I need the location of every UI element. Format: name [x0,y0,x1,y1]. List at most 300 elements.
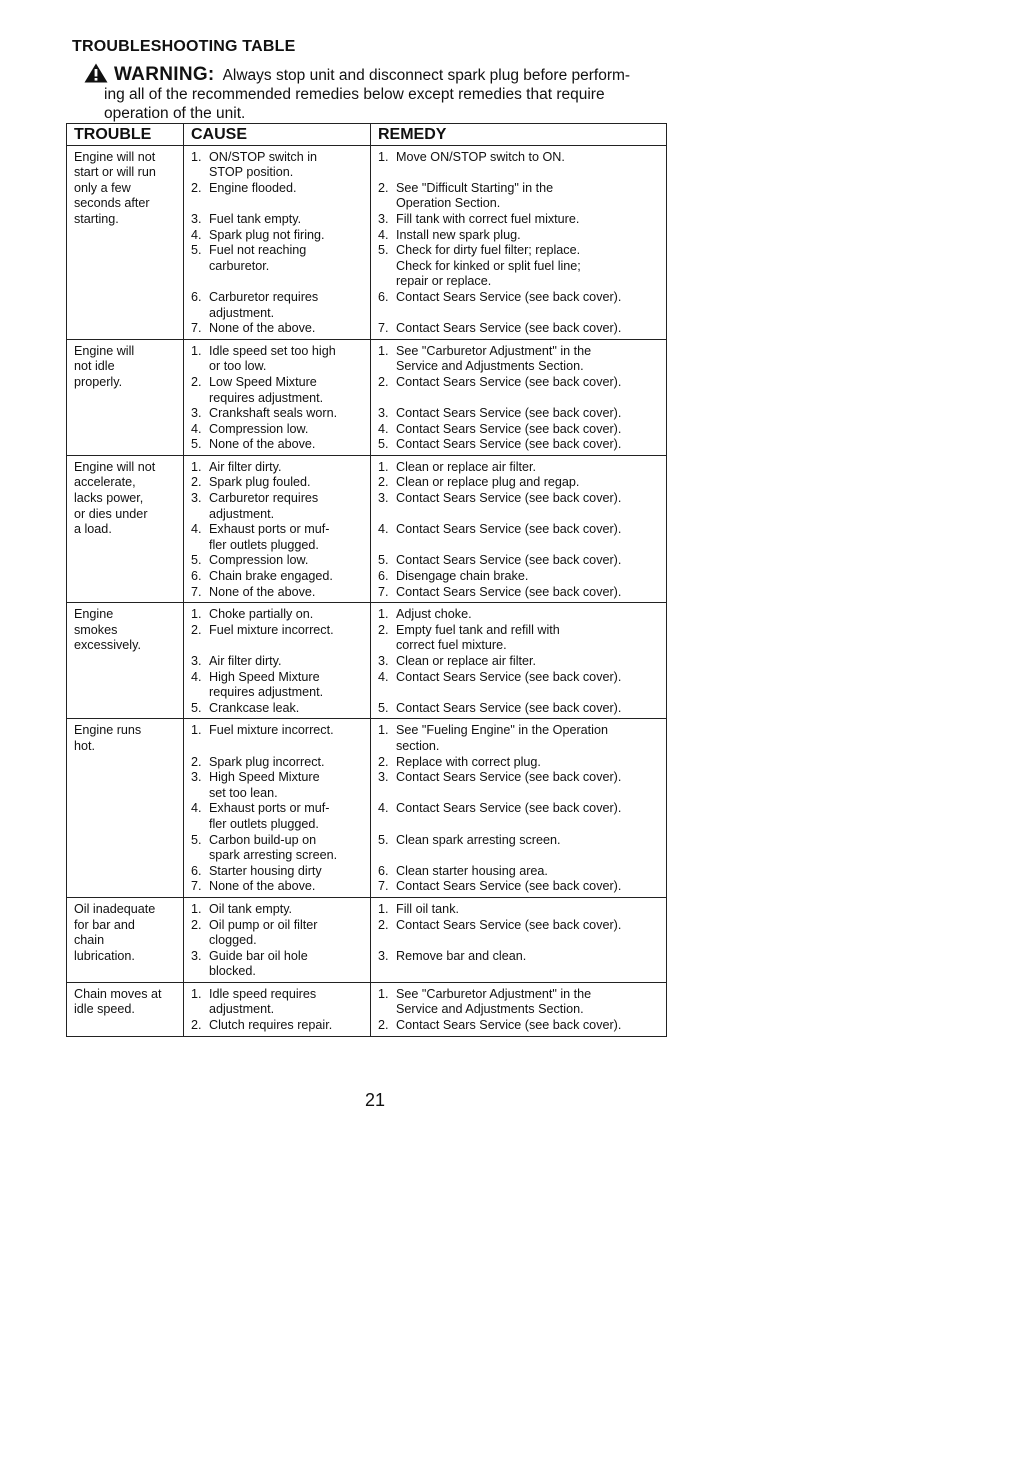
trouble-line: accelerate, [74,475,136,490]
remedy-item-number: 5. [378,700,389,715]
remedy-item-number: 1. [378,723,389,738]
cause-line: Exhaust ports or muf- [209,522,330,537]
remedy-item-number: 4. [378,227,389,242]
remedy-item [378,654,659,670]
cause-item-number: 2. [191,622,202,637]
cause-item-number: 2. [191,1018,202,1033]
cause-item-text [209,918,363,949]
remedy-item [378,723,659,754]
cause-line: or too low. [209,359,267,374]
trouble-line: Engine [74,607,114,622]
cause-item-text [209,437,363,453]
table-row [67,982,667,1036]
trouble-line: for bar and [74,917,135,932]
trouble-line: Chain moves at [74,986,162,1001]
remedy-item-text [396,585,659,601]
remedy-item [378,475,659,491]
remedy-line: Contact Sears Service (see back cover). [396,406,622,421]
cause-line: requires adjustment. [209,390,324,405]
trouble-line: idle speed. [74,1002,135,1017]
cause-item [191,654,363,670]
line-spacer [396,538,659,554]
trouble-line: starting. [74,211,119,226]
line-spacer [396,933,659,949]
remedy-item-number: 5. [378,553,389,568]
remedy-item-number: 2. [378,1018,389,1033]
remedy-item-number: 1. [378,343,389,358]
table-row [67,897,667,982]
cause-item-number: 5. [191,553,202,568]
remedy-line: Contact Sears Service (see back cover). [396,374,622,389]
remedy-item [378,150,659,181]
remedy-line: Clean starter housing area. [396,863,548,878]
trouble-cell [67,982,184,1036]
remedy-line: Contact Sears Service (see back cover). [396,1018,622,1033]
cause-item [191,607,363,623]
cause-item-number: 3. [191,770,202,785]
remedy-item [378,585,659,601]
remedy-line: See "Difficult Starting" in the [396,180,554,195]
cause-item-number: 4. [191,522,202,537]
cause-line: Exhaust ports or muf- [209,801,330,816]
remedy-item [378,522,659,553]
trouble-line: smokes [74,622,118,637]
line-spacer [209,638,363,654]
cause-line: spark arresting screen. [209,848,338,863]
remedy-item [378,569,659,585]
remedy-item-text [396,475,659,491]
trouble-line: not idle [74,359,115,374]
cause-item-text [209,801,363,832]
cause-item-text [209,987,363,1018]
remedy-item-number: 7. [378,321,389,336]
remedy-line: Contact Sears Service (see back cover). [396,770,622,785]
remedy-item-text [396,949,659,980]
remedy-item [378,437,659,453]
remedy-item [378,375,659,406]
cause-line: Chain brake engaged. [209,569,333,584]
remedy-item [378,243,659,290]
trouble-cell [67,603,184,719]
cause-item [191,1018,363,1034]
cause-item-number: 7. [191,321,202,336]
cause-line: Air filter dirty. [209,459,282,474]
remedy-line: Contact Sears Service (see back cover). [396,421,622,436]
cause-item [191,918,363,949]
cause-line: ON/STOP switch in [209,149,318,164]
remedy-line: Contact Sears Service (see back cover). [396,321,622,336]
cause-item-text [209,623,363,654]
cause-item [191,475,363,491]
cause-item [191,437,363,453]
cause-item-text [209,290,363,321]
line-spacer [396,306,659,322]
remedy-line: section. [396,738,440,753]
cause-item-text [209,585,363,601]
trouble-cell [67,897,184,982]
page-number: 21 [364,1090,386,1110]
remedy-item-text [396,321,659,337]
cause-item-number: 2. [191,475,202,490]
trouble-line: only a few [74,180,131,195]
remedy-item-text [396,212,659,228]
remedy-item [378,212,659,228]
remedy-item-text [396,902,659,918]
trouble-line: a load. [74,522,112,537]
remedy-item [378,553,659,569]
remedy-cell [371,897,667,982]
cause-line: None of the above. [209,584,316,599]
cause-line: Carburetor requires [209,289,319,304]
warning-block [84,60,664,123]
cause-item [191,801,363,832]
cause-cell [184,897,371,982]
cause-item-text [209,375,363,406]
cause-item [191,522,363,553]
header-trouble: TROUBLE [67,124,184,146]
cause-item-number: 2. [191,180,202,195]
remedy-item-text [396,422,659,438]
remedy-line: Move ON/STOP switch to ON. [396,149,565,164]
cause-item [191,670,363,701]
cause-item-text [209,607,363,623]
cause-line: Air filter dirty. [209,654,282,668]
cause-item-text [209,321,363,337]
cause-item [191,321,363,337]
cause-item-number: 4. [191,669,202,684]
cause-item-number: 3. [191,491,202,506]
cause-item [191,212,363,228]
remedy-item-text [396,437,659,453]
cause-item-text [209,491,363,522]
cause-item-number: 2. [191,917,202,932]
remedy-item-text [396,491,659,522]
remedy-cell [371,603,667,719]
remedy-item-number: 2. [378,622,389,637]
cause-item-number: 1. [191,986,202,1001]
line-spacer [396,685,659,701]
remedy-item-number: 3. [378,406,389,421]
remedy-line: Contact Sears Service (see back cover). [396,553,622,568]
remedy-item-number: 2. [378,374,389,389]
remedy-cell [371,455,667,602]
remedy-item-number: 1. [378,986,389,1001]
cause-line: Oil pump or oil filter [209,917,318,932]
remedy-item-number: 7. [378,584,389,599]
remedy-line: Check for dirty fuel filter; replace. [396,243,581,258]
cause-line: Low Speed Mixture [209,374,317,389]
cause-item-text [209,949,363,980]
remedy-item-text [396,623,659,654]
remedy-item-number: 2. [378,475,389,490]
cause-item-number: 5. [191,437,202,452]
remedy-line: Disengage chain brake. [396,569,529,584]
remedy-item-number: 2. [378,754,389,769]
remedy-item-number: 2. [378,180,389,195]
cause-item-text [209,701,363,717]
trouble-line: lacks power, [74,491,144,506]
remedy-item-number: 3. [378,948,389,963]
cause-item-number: 5. [191,700,202,715]
cause-item-text [209,460,363,476]
remedy-item [378,755,659,771]
remedy-item-number: 3. [378,654,389,668]
cause-line: Fuel not reaching [209,243,307,258]
warning-first-line [84,60,664,85]
cause-item-number: 1. [191,901,202,916]
table-row [67,455,667,602]
remedy-line: Remove bar and clean. [396,948,527,963]
trouble-line: Engine will [74,343,135,358]
cause-cell [184,603,371,719]
line-spacer [396,507,659,523]
cause-line: Spark plug not firing. [209,227,325,242]
remedy-item-text [396,654,659,670]
remedy-item [378,607,659,623]
cause-item-number: 3. [191,654,202,668]
cause-line: Idle speed set too high [209,343,336,358]
remedy-item [378,460,659,476]
remedy-item [378,422,659,438]
cause-item [191,422,363,438]
cause-item [191,375,363,406]
cause-item-number: 2. [191,754,202,769]
cause-item [191,701,363,717]
remedy-item-number: 4. [378,801,389,816]
warning-label: WARNING: [114,64,215,85]
cause-item-number: 2. [191,374,202,389]
warning-triangle-icon [84,63,108,83]
trouble-cell [67,719,184,898]
cause-item-text [209,902,363,918]
remedy-line: Install new spark plug. [396,227,521,242]
remedy-item-text [396,879,659,895]
cause-item-text [209,228,363,244]
trouble-line: or dies under [74,506,148,521]
cause-line: blocked. [209,964,256,979]
remedy-item-text [396,770,659,801]
cause-item-number: 1. [191,149,202,164]
cause-item-number: 6. [191,569,202,584]
trouble-line: chain [74,933,105,948]
cause-item-text [209,569,363,585]
remedy-item-text [396,918,659,949]
trouble-line: hot. [74,738,96,753]
remedy-item-number: 3. [378,211,389,226]
remedy-item-text [396,723,659,754]
trouble-line: Engine will not [74,149,156,164]
cause-line: Clutch requires repair. [209,1018,333,1033]
remedy-item [378,491,659,522]
header-cause: CAUSE [184,124,371,146]
remedy-line: Contact Sears Service (see back cover). [396,437,622,452]
remedy-line: Contact Sears Service (see back cover). [396,879,622,894]
cause-line: Fuel mixture incorrect. [209,723,334,738]
remedy-item-number: 5. [378,832,389,847]
remedy-item [378,987,659,1018]
remedy-cell [371,982,667,1036]
cause-item-text [209,150,363,181]
remedy-line: See "Carburetor Adjustment" in the [396,343,592,358]
remedy-line: Contact Sears Service (see back cover). [396,491,622,506]
cause-item [191,987,363,1018]
remedy-line: Replace with correct plug. [396,754,541,769]
cause-item-number: 1. [191,343,202,358]
remedy-item [378,321,659,337]
remedy-item [378,801,659,832]
cause-item-text [209,879,363,895]
remedy-item-number: 1. [378,149,389,164]
cause-item [191,585,363,601]
warning-text-line-3: operation of the unit. [104,105,246,122]
cause-line: Spark plug fouled. [209,475,311,490]
cause-item [191,770,363,801]
remedy-line: See "Fueling Engine" in the Operation [396,723,608,738]
cause-item-number: 3. [191,406,202,421]
remedy-item [378,770,659,801]
remedy-line: Contact Sears Service (see back cover). [396,289,622,304]
cause-line: fler outlets plugged. [209,537,319,552]
cause-item-text [209,522,363,553]
header-remedy: REMEDY [371,124,667,146]
trouble-cell [67,455,184,602]
cause-item-text [209,475,363,491]
cause-line: High Speed Mixture [209,669,320,684]
cause-item-number: 1. [191,459,202,474]
cause-item-text [209,243,363,290]
cause-line: Carbon build-up on [209,832,317,847]
cause-item [191,460,363,476]
page-title: TROUBLESHOOTING TABLE [72,38,296,55]
cause-line: set too lean. [209,785,278,800]
line-spacer [396,817,659,833]
remedy-item [378,949,659,980]
trouble-line: Engine will not [74,459,156,474]
cause-item-text [209,670,363,701]
cause-item [191,949,363,980]
cause-item-number: 7. [191,584,202,599]
remedy-line: Clean or replace air filter. [396,459,536,474]
cause-item [191,181,363,212]
remedy-cell [371,339,667,455]
remedy-line: Contact Sears Service (see back cover). [396,522,622,537]
cause-line: adjustment. [209,506,275,521]
remedy-item-number: 5. [378,437,389,452]
remedy-item-number: 1. [378,459,389,474]
cause-line: adjustment. [209,305,275,320]
remedy-item [378,902,659,918]
remedy-item-number: 7. [378,879,389,894]
remedy-line: Contact Sears Service (see back cover). [396,584,622,599]
remedy-line: Fill oil tank. [396,901,459,916]
remedy-item [378,228,659,244]
cause-line: Fuel mixture incorrect. [209,622,334,637]
cause-line: Guide bar oil hole [209,948,308,963]
remedy-item-text [396,553,659,569]
remedy-item-text [396,569,659,585]
cause-item-number: 4. [191,421,202,436]
remedy-item-text [396,290,659,321]
remedy-cell [371,145,667,339]
remedy-item-number: 6. [378,569,389,584]
remedy-line: Contact Sears Service (see back cover). [396,700,622,715]
cause-item [191,864,363,880]
remedy-item-number: 4. [378,421,389,436]
cause-item [191,755,363,771]
cause-item-text [209,770,363,801]
cause-item [191,290,363,321]
cause-item-number: 6. [191,289,202,304]
trouble-line: Oil inadequate [74,901,156,916]
remedy-line: Service and Adjustments Section. [396,1002,584,1017]
trouble-line: excessively. [74,638,141,653]
cause-line: Engine flooded. [209,180,297,195]
remedy-item-number: 3. [378,770,389,785]
cause-item-number: 5. [191,243,202,258]
table-body [67,145,667,1036]
cause-item-number: 3. [191,211,202,226]
cause-cell [184,982,371,1036]
cause-cell [184,339,371,455]
line-spacer [396,391,659,407]
trouble-line: seconds after [74,196,150,211]
cause-item-text [209,864,363,880]
remedy-item [378,918,659,949]
remedy-item-number: 5. [378,243,389,258]
table-row [67,145,667,339]
cause-item-number: 4. [191,227,202,242]
cause-line: None of the above. [209,437,316,452]
warning-text-line-2: ing all of the recommended remedies below except remedies that require [104,86,605,103]
remedy-line: Check for kinked or split fuel line; [396,258,581,273]
line-spacer [396,786,659,802]
cause-cell [184,145,371,339]
cause-item-text [209,553,363,569]
trouble-line: Engine runs [74,723,142,738]
cause-cell [184,719,371,898]
remedy-item-number: 3. [378,491,389,506]
remedy-line: Clean or replace air filter. [396,654,536,668]
cause-line: Carburetor requires [209,491,319,506]
remedy-item [378,181,659,212]
remedy-item-text [396,243,659,290]
remedy-item-text [396,460,659,476]
remedy-cell [371,719,667,898]
line-spacer [209,274,363,290]
cause-line: Oil tank empty. [209,901,293,916]
remedy-item [378,290,659,321]
cause-line: Starter housing dirty [209,863,322,878]
remedy-item-text [396,344,659,375]
remedy-line: Clean spark arresting screen. [396,832,561,847]
cause-line: Choke partially on. [209,607,314,622]
remedy-item [378,406,659,422]
remedy-item-number: 1. [378,901,389,916]
cause-item-text [209,422,363,438]
cause-line: STOP position. [209,165,294,180]
cause-item-number: 3. [191,948,202,963]
remedy-line: Empty fuel tank and refill with [396,622,560,637]
cause-item-text [209,344,363,375]
remedy-item-text [396,181,659,212]
cause-line: Crankshaft seals worn. [209,406,338,421]
cause-item [191,902,363,918]
remedy-item-number: 6. [378,863,389,878]
remedy-line: Adjust choke. [396,607,472,622]
cause-item [191,623,363,654]
remedy-item [378,879,659,895]
cause-line: adjustment. [209,1002,275,1017]
